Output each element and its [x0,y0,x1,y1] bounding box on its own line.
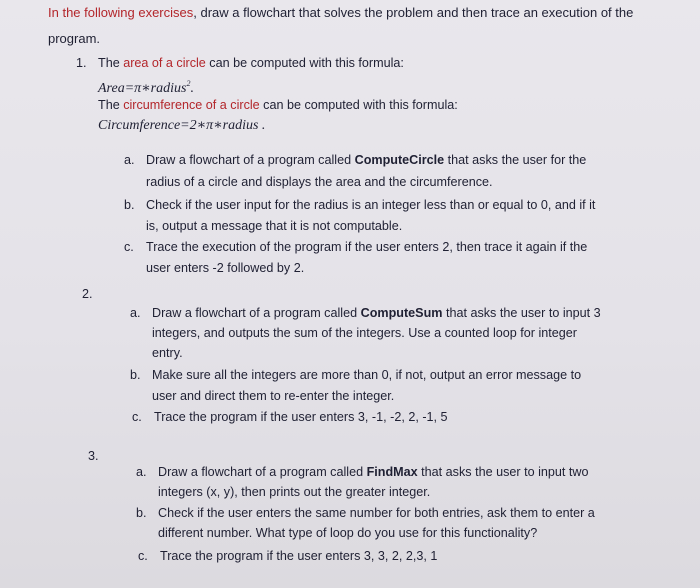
q2a-program-name: ComputeSum [360,306,443,320]
q3a-line-1 [158,465,588,480]
q1a-line-2: radius of a circle and displays the area and the circumference. [146,175,493,189]
q1a-pre: Draw a flowchart of a program called [146,153,355,167]
q3a-post: that asks the user to input two [417,465,589,479]
q3a-program-name: FindMax [366,465,418,479]
q3b-line-1: Check if the user enters the same number for both entries, ask them to enter a [158,506,595,520]
q3a-pre: Draw a flowchart of a program called [158,465,367,479]
intro-highlight: In the following exercises [48,5,194,20]
intro-text: , draw a flowchart that solves the problem and then trace an execution of the [193,5,634,20]
q2b-line-1: Make sure all the integers are more than 0, if not, output an error message to [152,368,582,382]
q2c-line-1: Trace the program if the user enters 3, -1, -2, 2, -1, 5 [154,410,448,424]
q2a-marker: a. [130,306,141,320]
q2a-post: that asks the user to input 3 [442,306,601,320]
q1-circ-pre: The [98,98,124,112]
q1-circ-highlight: circumference of a circle [123,98,260,112]
q3a-marker: a. [136,465,147,479]
q1a-marker: a. [124,153,135,167]
q1-area-line [98,56,404,71]
q1-circumference-line [98,98,458,113]
q1c-line-2: user enters -2 followed by 2. [146,261,305,275]
area-formula-exponent: 2 [186,79,191,88]
q2a-line-2: integers, and outputs the sum of the integers. Use a counted loop for integer [152,326,577,340]
q2-number: 2. [82,287,93,301]
q3-number: 3. [88,449,99,463]
q1a-post: that asks the user for the [444,153,587,167]
intro-line-1 [48,5,633,20]
q2a-line-1 [152,306,601,321]
q1b-line-2: is, output a message that it is not computable. [146,219,403,233]
q1c-marker: c. [124,240,134,254]
q1-area-pre: The [98,56,124,70]
q1c-line-1: Trace the execution of the program if the user enters 2, then trace it again if the [146,240,588,254]
q1a-line-1 [146,153,586,168]
q2b-line-2: user and direct them to re-enter the integer. [152,389,395,403]
q1b-marker: b. [124,198,135,212]
intro-line-2: program. [48,31,101,46]
q1-number: 1. [76,56,87,70]
q2b-marker: b. [130,368,141,382]
q1-circumference-formula: Circumference=2∗π∗radius . [98,118,266,133]
q1-area-highlight: area of a circle [123,56,206,70]
q1a-program-name: ComputeCircle [354,153,445,167]
q1b-line-1: Check if the user input for the radius is an integer less than or equal to 0, and if it [146,198,596,212]
q1-area-post: can be computed with this formula: [205,56,404,70]
q3a-line-2: integers (x, y), then prints out the greater integer. [158,485,431,499]
q2a-line-3: entry. [152,346,183,360]
area-formula-text: Area=π∗radius [98,81,187,96]
q2c-marker: c. [132,410,142,424]
q2a-pre: Draw a flowchart of a program called [152,306,361,320]
q3b-marker: b. [136,506,147,520]
area-formula-end: . [190,81,194,96]
q3c-marker: c. [138,549,148,563]
q3b-line-2: different number. What type of loop do you use for this functionality? [158,526,538,540]
q1-area-formula [98,76,194,96]
q1-circ-post: can be computed with this formula: [259,98,458,112]
q3c-line-1: Trace the program if the user enters 3, 3, 2, 2,3, 1 [160,549,438,563]
